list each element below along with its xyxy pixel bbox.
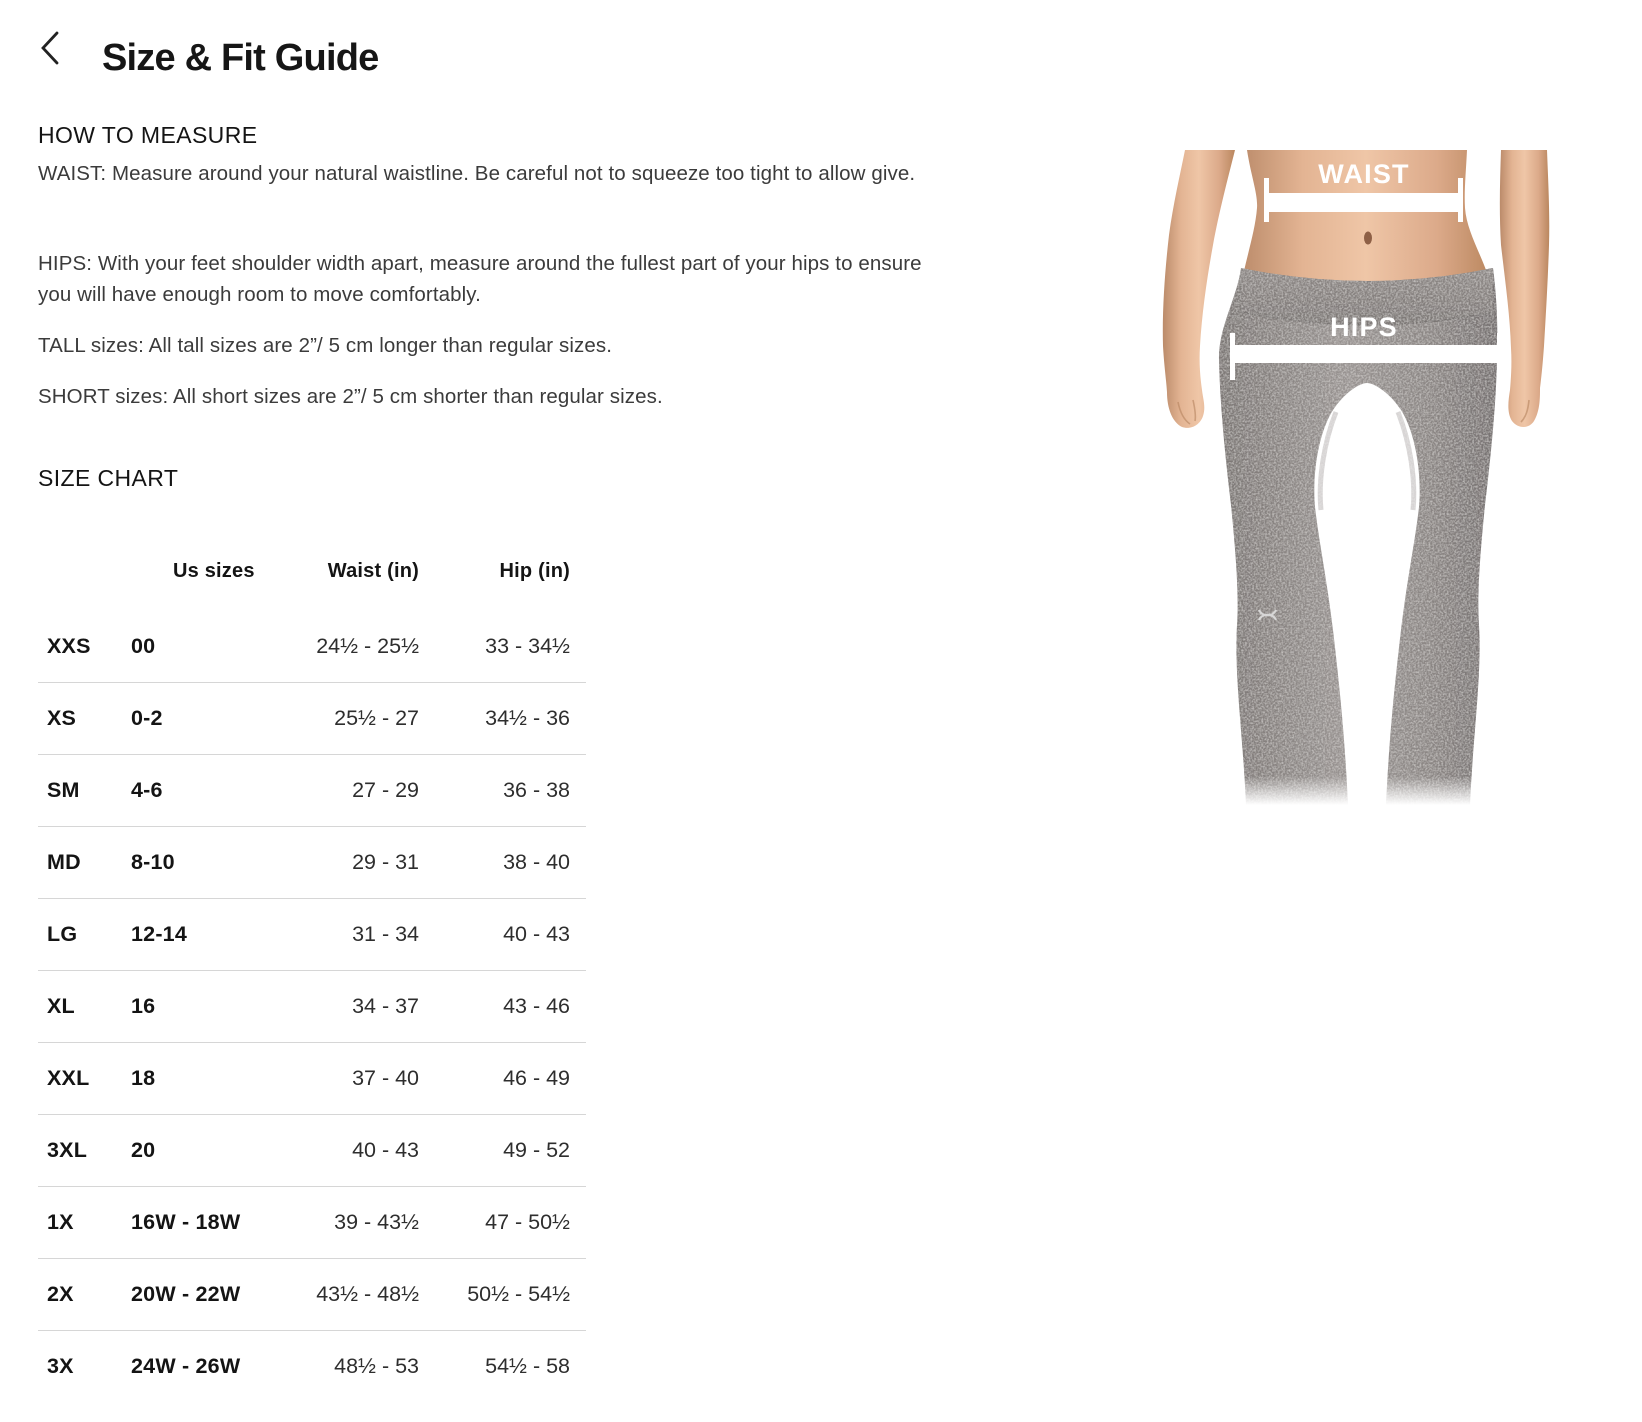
hips-measure-label: HIPS xyxy=(1330,312,1398,342)
cell-size: XS xyxy=(47,706,77,730)
cell-size: SM xyxy=(47,778,80,802)
cell-us: 20 xyxy=(131,1138,156,1162)
size-chart-table xyxy=(38,548,586,1402)
table-row xyxy=(38,970,586,1042)
size-chart-header-row xyxy=(38,548,586,610)
cell-size: 3XL xyxy=(47,1138,88,1162)
cell-hip: 38 - 40 xyxy=(503,850,570,874)
cell-size: XXS xyxy=(47,633,91,658)
cell-hip: 47 - 50½ xyxy=(485,1210,570,1234)
cell-waist: 34 - 37 xyxy=(352,994,419,1018)
size-chart-heading: SIZE CHART xyxy=(38,465,179,492)
cell-waist: 40 - 43 xyxy=(352,1138,419,1162)
chevron-left-icon xyxy=(38,29,62,67)
cell-waist: 25½ - 27 xyxy=(334,706,419,730)
table-row xyxy=(38,1042,586,1114)
table-row xyxy=(38,682,586,754)
page-title: Size & Fit Guide xyxy=(102,37,379,80)
table-row xyxy=(38,1114,586,1186)
cell-hip: 40 - 43 xyxy=(503,922,570,946)
cell-waist: 39 - 43½ xyxy=(334,1210,419,1234)
cell-us: 00 xyxy=(131,633,156,658)
cell-us: 16 xyxy=(131,994,156,1018)
table-row xyxy=(38,754,586,826)
how-to-measure-heading: HOW TO MEASURE xyxy=(38,122,258,149)
waist-instruction: WAIST: Measure around your natural waistline. Be careful not to squeeze too tight to allow give. xyxy=(38,162,916,185)
table-row xyxy=(38,898,586,970)
cell-size: LG xyxy=(47,922,78,946)
cell-size: XXL xyxy=(47,1066,90,1090)
cell-hip: 50½ - 54½ xyxy=(467,1282,570,1306)
col-header-hip: Hip (in) xyxy=(499,560,570,582)
cell-us: 0-2 xyxy=(131,706,163,730)
table-row xyxy=(38,610,586,682)
cell-hip: 49 - 52 xyxy=(503,1138,570,1162)
cell-waist: 29 - 31 xyxy=(352,850,419,874)
cell-hip: 36 - 38 xyxy=(503,778,570,802)
cell-waist: 31 - 34 xyxy=(352,922,419,946)
cell-us: 24W - 26W xyxy=(131,1354,241,1378)
hips-instruction: HIPS: With your feet shoulder width apart, measure around the fullest part of your hips to ensure you will have enough room to move comfortably. xyxy=(38,252,922,306)
tall-sizes-note: TALL sizes: All tall sizes are 2”/ 5 cm longer than regular sizes. xyxy=(38,334,613,357)
cell-size: 3X xyxy=(47,1354,74,1378)
cell-us: 12-14 xyxy=(131,922,187,946)
cell-us: 18 xyxy=(131,1066,156,1090)
table-row xyxy=(38,826,586,898)
cell-size: 1X xyxy=(47,1210,74,1234)
cell-hip: 54½ - 58 xyxy=(485,1354,570,1378)
short-sizes-note: SHORT sizes: All short sizes are 2”/ 5 cm shorter than regular sizes. xyxy=(38,385,663,408)
table-row xyxy=(38,1258,586,1330)
cell-hip: 43 - 46 xyxy=(503,994,570,1018)
cell-hip: 33 - 34½ xyxy=(485,633,570,658)
cell-us: 20W - 22W xyxy=(131,1282,241,1306)
cell-waist: 43½ - 48½ xyxy=(316,1282,419,1306)
table-row xyxy=(38,1330,586,1402)
table-row xyxy=(38,1186,586,1258)
fit-model-photo xyxy=(1140,150,1560,805)
size-chart-rows xyxy=(38,610,586,1402)
cell-size: 2X xyxy=(47,1282,74,1306)
cell-us: 16W - 18W xyxy=(131,1210,241,1234)
col-header-waist: Waist (in) xyxy=(327,560,419,582)
cell-hip: 34½ - 36 xyxy=(485,706,570,730)
back-button[interactable] xyxy=(38,26,68,70)
cell-us: 8-10 xyxy=(131,850,175,874)
cell-waist: 48½ - 53 xyxy=(334,1354,419,1378)
cell-hip: 46 - 49 xyxy=(503,1066,570,1090)
cell-us: 4-6 xyxy=(131,778,163,802)
col-header-us-sizes: Us sizes xyxy=(173,560,255,582)
navel xyxy=(1364,232,1372,245)
waist-measure-label: WAIST xyxy=(1318,159,1410,189)
cell-waist: 37 - 40 xyxy=(352,1066,419,1090)
cell-waist: 24½ - 25½ xyxy=(316,633,419,658)
cell-waist: 27 - 29 xyxy=(352,778,419,802)
cell-size: XL xyxy=(47,994,75,1018)
cell-size: MD xyxy=(47,850,81,874)
